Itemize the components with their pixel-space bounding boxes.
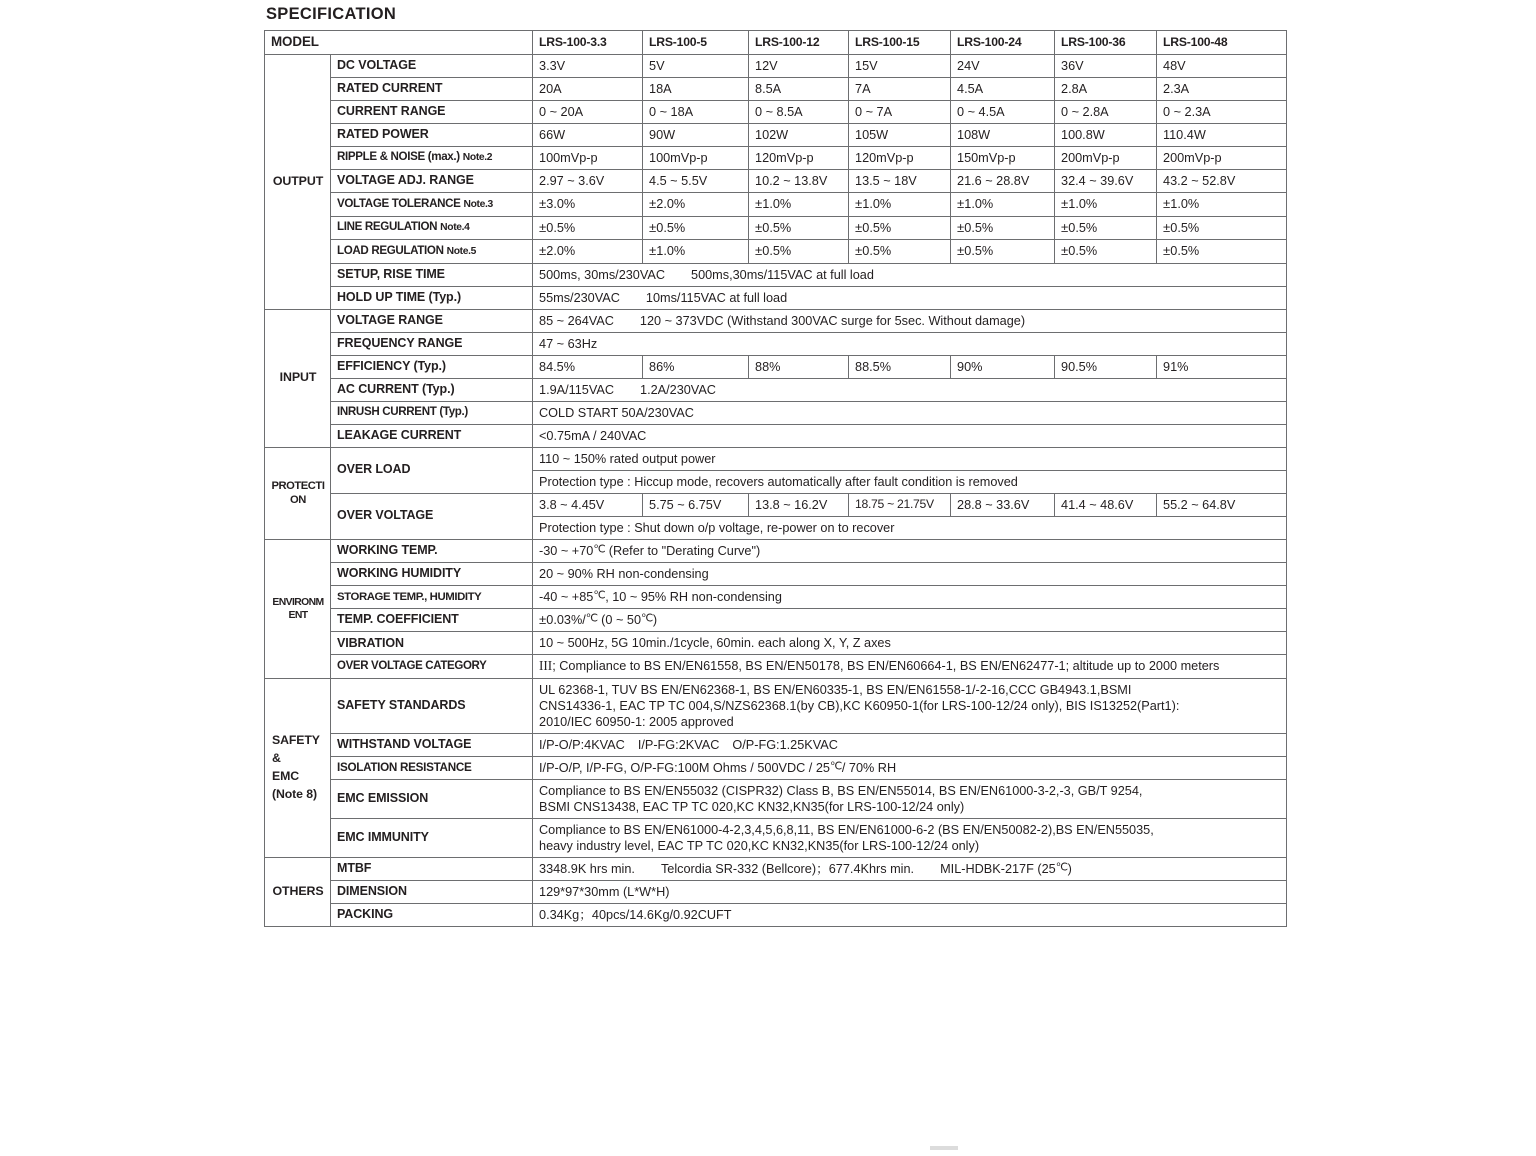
param-working-temp: WORKING TEMP. — [331, 539, 533, 562]
cell-value: 15V — [849, 54, 951, 77]
cell-value: 90% — [951, 355, 1055, 378]
model-col-6: LRS-100-36 — [1055, 31, 1157, 55]
cell-value: 0 ~ 8.5A — [749, 100, 849, 123]
cell-value: 85 ~ 264VAC 120 ~ 373VDC (Withstand 300VAC surge for 5sec. Without damage) — [533, 309, 1287, 332]
cell-value: III; Compliance to BS EN/EN61558, BS EN/EN50178, BS EN/EN60664-1, BS EN/EN62477-1; altitude up to 2000 meters — [533, 655, 1287, 679]
cell-value: ±1.0% — [951, 192, 1055, 216]
specification-sheet — [264, 0, 1286, 927]
model-col-3: LRS-100-12 — [749, 31, 849, 55]
row-over-load-a — [265, 447, 1287, 470]
cell-value: Compliance to BS EN/EN61000-4-2,3,4,5,6,8,11, BS EN/EN61000-6-2 (BS EN/EN50082-2),BS EN/EN55035, heavy industry level, EAC TP TC 020,KC KN32,KN35(for LRS-100-12/24 only) — [533, 819, 1287, 858]
cell-value: 0 ~ 4.5A — [951, 100, 1055, 123]
row-temp-coefficient — [265, 608, 1287, 632]
model-col-5: LRS-100-24 — [951, 31, 1055, 55]
cell-value: 3348.9K hrs min. Telcordia SR-332 (Bellcore)；677.4Khrs min. MIL-HDBK-217F (25℃) — [533, 858, 1287, 881]
model-col-7: LRS-100-48 — [1157, 31, 1287, 55]
cell-value: ±0.5% — [849, 240, 951, 264]
cell-value: 28.8 ~ 33.6V — [951, 493, 1055, 516]
cell-value: ±0.03%/℃ (0 ~ 50℃) — [533, 608, 1287, 632]
param-inrush-current: INRUSH CURRENT (Typ.) — [331, 401, 533, 424]
cell-value: ±0.5% — [1157, 240, 1287, 264]
param-withstand-voltage: WITHSTAND VOLTAGE — [331, 734, 533, 757]
param-label: LOAD REGULATION — [337, 243, 444, 257]
cell-value: UL 62368-1, TUV BS EN/EN62368-1, BS EN/EN60335-1, BS EN/EN61558-1/-2-16,CCC GB4943.1,BSMI CNS14336-1, EAC TP TC 004,S/NZS62368.1(by CB),KC K60950-1(for LRS-100-12/24 only), BIS IS13252(Part1): 2010/IEC 60950-1: 2005 approved — [533, 679, 1287, 734]
row-line-regulation — [265, 216, 1287, 240]
cell-value: 8.5A — [749, 77, 849, 100]
row-vibration — [265, 632, 1287, 655]
param-working-humidity: WORKING HUMIDITY — [331, 562, 533, 585]
cell-value: COLD START 50A/230VAC — [533, 401, 1287, 424]
param-dimension: DIMENSION — [331, 881, 533, 904]
row-leakage-current — [265, 424, 1287, 447]
param-emc-immunity: EMC IMMUNITY — [331, 819, 533, 858]
cell-value: 91% — [1157, 355, 1287, 378]
note-ref: Note.2 — [462, 152, 493, 164]
param-label: VOLTAGE TOLERANCE — [337, 196, 461, 210]
cell-value: 150mVp-p — [951, 146, 1055, 169]
row-withstand-voltage — [265, 734, 1287, 757]
cell-value: 24V — [951, 54, 1055, 77]
cell-value: ±0.5% — [951, 216, 1055, 240]
cell-value: 129*97*30mm (L*W*H) — [533, 881, 1287, 904]
cell-value: 55ms/230VAC 10ms/115VAC at full load — [533, 286, 1287, 309]
cell-value: 86% — [643, 355, 749, 378]
cell-value: 120mVp-p — [749, 146, 849, 169]
cell-value: 110 ~ 150% rated output power — [533, 447, 1287, 470]
safety-label-line1: SAFETY & — [272, 733, 320, 766]
cell-value: ±0.5% — [849, 216, 951, 240]
cell-value: 100mVp-p — [643, 146, 749, 169]
row-load-regulation — [265, 240, 1287, 264]
param-ripple-noise — [331, 146, 533, 169]
safety-label-line2: EMC — [272, 769, 300, 784]
group-label-output: OUTPUT — [265, 54, 331, 309]
row-frequency-range — [265, 332, 1287, 355]
param-packing: PACKING — [331, 904, 533, 927]
row-rated-current — [265, 77, 1287, 100]
param-voltage-tolerance — [331, 192, 533, 216]
cell-value: 3.3V — [533, 54, 643, 77]
param-efficiency: EFFICIENCY (Typ.) — [331, 355, 533, 378]
cell-value: 90W — [643, 123, 749, 146]
cell-value: 84.5% — [533, 355, 643, 378]
param-temp-coefficient: TEMP. COEFFICIENT — [331, 608, 533, 632]
param-emc-emission: EMC EMISSION — [331, 780, 533, 819]
row-hold-up-time — [265, 286, 1287, 309]
cell-value: ±3.0% — [533, 192, 643, 216]
cell-value: ±0.5% — [749, 240, 849, 264]
cell-value: ±1.0% — [849, 192, 951, 216]
row-working-temp — [265, 539, 1287, 562]
cell-value: 110.4W — [1157, 123, 1287, 146]
param-voltage-adj-range: VOLTAGE ADJ. RANGE — [331, 169, 533, 192]
cell-value: ±0.5% — [1055, 216, 1157, 240]
cell-value: <0.75mA / 240VAC — [533, 424, 1287, 447]
param-hold-up-time: HOLD UP TIME (Typ.) — [331, 286, 533, 309]
row-voltage-adj-range — [265, 169, 1287, 192]
cell-value: 90.5% — [1055, 355, 1157, 378]
row-setup-rise-time — [265, 263, 1287, 286]
param-current-range: CURRENT RANGE — [331, 100, 533, 123]
row-ripple-noise — [265, 146, 1287, 169]
cell-value: 5V — [643, 54, 749, 77]
cell-value: ±0.5% — [1157, 216, 1287, 240]
cell-value: 3.8 ~ 4.45V — [533, 493, 643, 516]
param-dc-voltage: DC VOLTAGE — [331, 54, 533, 77]
cell-value: 0 ~ 18A — [643, 100, 749, 123]
cell-value: 66W — [533, 123, 643, 146]
row-efficiency — [265, 355, 1287, 378]
param-voltage-range: VOLTAGE RANGE — [331, 309, 533, 332]
param-rated-power: RATED POWER — [331, 123, 533, 146]
row-emc-emission — [265, 780, 1287, 819]
cell-value: Compliance to BS EN/EN55032 (CISPR32) Class B, BS EN/EN55014, BS EN/EN61000-3-2,-3, GB/T 9254, BSMI CNS13438, EAC TP TC 020,KC KN32,KN35(for LRS-100-12/24 only) — [533, 780, 1287, 819]
cell-value: ±1.0% — [1157, 192, 1287, 216]
cell-value: 0 ~ 20A — [533, 100, 643, 123]
cell-value: Protection type : Hiccup mode, recovers automatically after fault condition is removed — [533, 470, 1287, 493]
param-over-voltage-category: OVER VOLTAGE CATEGORY — [331, 655, 533, 679]
param-label: LINE REGULATION — [337, 220, 438, 234]
model-col-2: LRS-100-5 — [643, 31, 749, 55]
cell-value: 100mVp-p — [533, 146, 643, 169]
group-label-protection: PROTECTION — [265, 447, 331, 539]
param-load-regulation — [331, 240, 533, 264]
cell-value: 43.2 ~ 52.8V — [1157, 169, 1287, 192]
table-header-row — [265, 31, 1287, 55]
cell-value: 20 ~ 90% RH non-condensing — [533, 562, 1287, 585]
cell-value: -40 ~ +85℃, 10 ~ 95% RH non-condensing — [533, 585, 1287, 608]
param-ac-current: AC CURRENT (Typ.) — [331, 378, 533, 401]
param-line-regulation — [331, 216, 533, 240]
cell-value: 120mVp-p — [849, 146, 951, 169]
cell-value: I/P-O/P:4KVAC I/P-FG:2KVAC O/P-FG:1.25KVAC — [533, 734, 1287, 757]
cell-value: 100.8W — [1055, 123, 1157, 146]
row-voltage-range — [265, 309, 1287, 332]
cell-value: 12V — [749, 54, 849, 77]
param-over-load: OVER LOAD — [331, 447, 533, 493]
param-label: RIPPLE & NOISE (max.) — [337, 150, 460, 164]
row-over-voltage-a — [265, 493, 1287, 516]
row-dc-voltage — [265, 54, 1287, 77]
cell-value: 48V — [1157, 54, 1287, 77]
cell-value: 2.3A — [1157, 77, 1287, 100]
group-label-environment: ENVIRONMENT — [265, 539, 331, 678]
cell-value: 7A — [849, 77, 951, 100]
row-ac-current — [265, 378, 1287, 401]
cell-value: ±0.5% — [533, 216, 643, 240]
group-label-safety-emc — [265, 679, 331, 858]
cell-value: ±1.0% — [749, 192, 849, 216]
model-label: MODEL — [265, 31, 533, 55]
param-rated-current: RATED CURRENT — [331, 77, 533, 100]
row-isolation-resistance — [265, 757, 1287, 780]
model-col-1: LRS-100-3.3 — [533, 31, 643, 55]
row-inrush-current — [265, 401, 1287, 424]
safety-label-line3: (Note 8) — [272, 786, 317, 801]
row-rated-power — [265, 123, 1287, 146]
cell-value: ±0.5% — [951, 240, 1055, 264]
param-setup-rise-time: SETUP, RISE TIME — [331, 263, 533, 286]
cell-value: 10 ~ 500Hz, 5G 10min./1cycle, 60min. each along X, Y, Z axes — [533, 632, 1287, 655]
param-vibration: VIBRATION — [331, 632, 533, 655]
group-label-others: OTHERS — [265, 858, 331, 927]
cell-value: 4.5 ~ 5.5V — [643, 169, 749, 192]
row-current-range — [265, 100, 1287, 123]
cell-value: ±2.0% — [533, 240, 643, 264]
cell-value: -30 ~ +70℃ (Refer to "Derating Curve") — [533, 539, 1287, 562]
cell-value: 20A — [533, 77, 643, 100]
cell-value: ±1.0% — [643, 240, 749, 264]
cell-value: 102W — [749, 123, 849, 146]
cell-value: 105W — [849, 123, 951, 146]
cell-value: Protection type : Shut down o/p voltage, re-power on to recover — [533, 516, 1287, 539]
cell-value: 55.2 ~ 64.8V — [1157, 493, 1287, 516]
cell-value: 13.5 ~ 18V — [849, 169, 951, 192]
cell-value: 10.2 ~ 13.8V — [749, 169, 849, 192]
cell-value: ±0.5% — [1055, 240, 1157, 264]
param-safety-standards: SAFETY STANDARDS — [331, 679, 533, 734]
cell-value: 1.9A/115VAC 1.2A/230VAC — [533, 378, 1287, 401]
param-storage-temp: STORAGE TEMP., HUMIDITY — [331, 585, 533, 608]
note-ref: Note.5 — [446, 245, 476, 257]
param-frequency-range: FREQUENCY RANGE — [331, 332, 533, 355]
row-mtbf — [265, 858, 1287, 881]
param-mtbf: MTBF — [331, 858, 533, 881]
note-ref: Note.3 — [463, 198, 493, 210]
cell-value: 0.34Kg；40pcs/14.6Kg/0.92CUFT — [533, 904, 1287, 927]
page-footer-mark — [930, 1146, 958, 1150]
cell-value: 5.75 ~ 6.75V — [643, 493, 749, 516]
cell-value: 36V — [1055, 54, 1157, 77]
cell-value: ±0.5% — [643, 216, 749, 240]
row-working-humidity — [265, 562, 1287, 585]
cell-value: ±1.0% — [1055, 192, 1157, 216]
cell-value: 88.5% — [849, 355, 951, 378]
param-isolation-resistance: ISOLATION RESISTANCE — [331, 757, 533, 780]
model-col-4: LRS-100-15 — [849, 31, 951, 55]
page-title: SPECIFICATION — [266, 5, 397, 23]
row-dimension — [265, 881, 1287, 904]
row-safety-standards — [265, 679, 1287, 734]
cell-value: 4.5A — [951, 77, 1055, 100]
cell-value: 2.97 ~ 3.6V — [533, 169, 643, 192]
cell-value: 0 ~ 2.3A — [1157, 100, 1287, 123]
cell-value: 88% — [749, 355, 849, 378]
cell-value: 13.8 ~ 16.2V — [749, 493, 849, 516]
cell-value: I/P-O/P, I/P-FG, O/P-FG:100M Ohms / 500VDC / 25℃/ 70% RH — [533, 757, 1287, 780]
cell-value: 21.6 ~ 28.8V — [951, 169, 1055, 192]
group-label-input: INPUT — [265, 309, 331, 447]
cell-value: 2.8A — [1055, 77, 1157, 100]
cell-value: ±0.5% — [749, 216, 849, 240]
cell-value: 32.4 ~ 39.6V — [1055, 169, 1157, 192]
cell-value: 0 ~ 2.8A — [1055, 100, 1157, 123]
cell-value: 200mVp-p — [1157, 146, 1287, 169]
cell-value: ±2.0% — [643, 192, 749, 216]
param-over-voltage: OVER VOLTAGE — [331, 493, 533, 539]
roman-numeral: III — [539, 658, 553, 674]
cell-value: 18A — [643, 77, 749, 100]
row-packing — [265, 904, 1287, 927]
cell-value: 200mVp-p — [1055, 146, 1157, 169]
cell-value: 41.4 ~ 48.6V — [1055, 493, 1157, 516]
cell-value: 0 ~ 7A — [849, 100, 951, 123]
row-storage-temp — [265, 585, 1287, 608]
cell-value: 47 ~ 63Hz — [533, 332, 1287, 355]
cell-value: 108W — [951, 123, 1055, 146]
cell-value: 500ms, 30ms/230VAC 500ms,30ms/115VAC at full load — [533, 263, 1287, 286]
row-voltage-tolerance — [265, 192, 1287, 216]
specification-table — [264, 30, 1287, 927]
note-ref: Note.4 — [440, 222, 470, 234]
param-leakage-current: LEAKAGE CURRENT — [331, 424, 533, 447]
row-emc-immunity — [265, 819, 1287, 858]
row-over-voltage-category — [265, 655, 1287, 679]
cell-value: 18.75 ~ 21.75V — [849, 493, 951, 516]
